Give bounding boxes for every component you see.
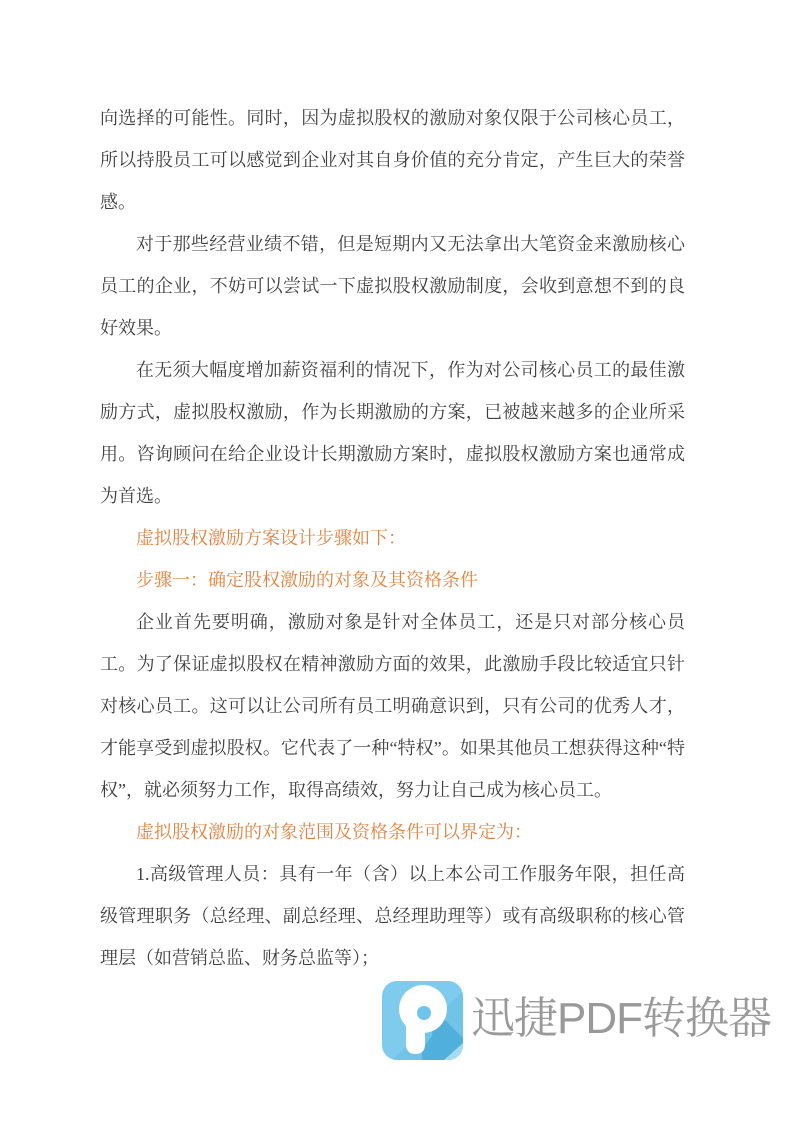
document-paragraph: 在无须大幅度增加薪资福利的情况下，作为对公司核心员工的最佳激励方式，虚拟股权激励，作为长期激励的方案，已被越来越多的企业所采用。咨询顾问在给企业设计长期激励方案时，虚拟股权激励方案也通常成为首选。: [100, 360, 685, 506]
document-content: [100, 97, 685, 979]
document-paragraph: 1.高级管理人员：具有一年（含）以上本公司工作服务年限，担任高级管理职务（总经理、副总经理、总经理助理等）或有高级职称的核心管理层（如营销总监、财务总监等）；: [100, 864, 685, 968]
document-paragraph: 向选择的可能性。同时，因为虚拟股权的激励对象仅限于公司核心员工，所以持股员工可以感觉到企业对其自身价值的充分肯定，产生巨大的荣誉感。: [100, 108, 685, 212]
document-heading: 虚拟股权激励的对象范围及资格条件可以界定为：: [136, 822, 532, 842]
document-heading: 虚拟股权激励方案设计步骤如下：: [136, 528, 406, 548]
pdf-converter-p-icon: [382, 981, 463, 1060]
document-paragraph: 对于那些经营业绩不错，但是短期内又无法拿出大笔资金来激励核心员工的企业，不妨可以尝试一下虚拟股权激励制度，会收到意想不到的良好效果。: [100, 234, 685, 338]
pdf-converter-watermark: [382, 981, 771, 1060]
document-paragraph: 企业首先要明确，激励对象是针对全体员工，还是只对部分核心员工。为了保证虚拟股权在精神激励方面的效果，此激励手段比较适宜只针对核心员工。这可以让公司所有员工明确意识到，只有公司的优秀人才，才能享受到虚拟股权。它代表了一种“特权”。如果其他员工想获得这种“特权”，就必须努力工作，取得高绩效，努力让自己成为核心员工。: [100, 612, 685, 800]
brand-name: 迅捷PDF转换器: [471, 993, 771, 1043]
document-heading: 步骤一：确定股权激励的对象及其资格条件: [136, 570, 478, 590]
